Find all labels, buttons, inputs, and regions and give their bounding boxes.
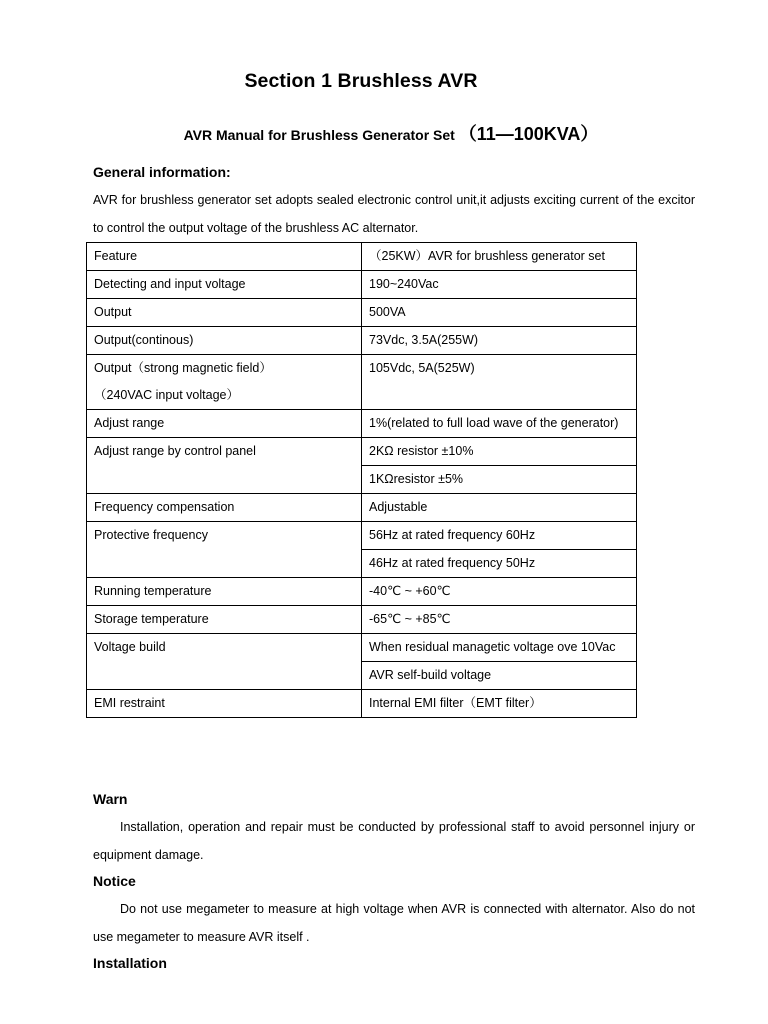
output-label: Output — [87, 299, 362, 327]
voltage-build-label: Voltage build — [87, 634, 362, 690]
emi-restraint-value: Internal EMI filter（EMT filter） — [362, 690, 637, 718]
detect-label: Detecting and input voltage — [87, 271, 362, 299]
table-row — [87, 494, 637, 522]
table-row — [87, 690, 637, 718]
panel-range-label: Adjust range by control panel — [87, 438, 362, 494]
warn-text: Installation, operation and repair must be conducted by professional staff to avoid personnel injury or equipment damage. — [93, 820, 695, 862]
panel-range-value-1: 2KΩ resistor ±10% — [362, 438, 637, 466]
table-row — [87, 271, 637, 299]
notice-heading: Notice — [93, 873, 136, 889]
table-row — [87, 438, 637, 466]
output-continuous-value: 73Vdc, 3.5A(255W) — [362, 327, 637, 355]
general-info-text: AVR for brushless generator set adopts sealed electronic control unit,it adjusts exciting current of the excitor to control the output voltage of the brushless AC alternator. — [93, 193, 695, 235]
output-strong-label — [87, 355, 362, 410]
frequency-compensation-label: Frequency compensation — [87, 494, 362, 522]
emi-restraint-label: EMI restraint — [87, 690, 362, 718]
table-row — [87, 355, 637, 410]
voltage-build-value-2: AVR self-build voltage — [362, 662, 637, 690]
spec-table — [86, 242, 637, 718]
feature-label: Feature — [87, 243, 362, 271]
adjust-range-label: Adjust range — [87, 410, 362, 438]
table-row — [87, 634, 637, 662]
adjust-range-value: 1%(related to full load wave of the generator) — [362, 410, 637, 438]
subtitle-text: AVR Manual for Brushless Generator Set — [183, 127, 459, 143]
table-row — [87, 410, 637, 438]
table-row — [87, 522, 637, 550]
protective-frequency-value-2: 46Hz at rated frequency 50Hz — [362, 550, 637, 578]
running-temperature-value: -40℃ ~ +60℃ — [362, 578, 637, 606]
voltage-build-value-1: When residual managetic voltage ove 10Vac — [362, 634, 637, 662]
storage-temperature-value: -65℃ ~ +85℃ — [362, 606, 637, 634]
frequency-compensation-value: Adjustable — [362, 494, 637, 522]
panel-range-value-2: 1KΩresistor ±5% — [362, 466, 637, 494]
detect-value: 190~240Vac — [362, 271, 637, 299]
output-value: 500VA — [362, 299, 637, 327]
table-row — [87, 327, 637, 355]
output-continuous-label: Output(continous) — [87, 327, 362, 355]
output-strong-label-line-1: Output（strong magnetic field） — [94, 361, 272, 375]
installation-heading: Installation — [93, 955, 167, 971]
protective-frequency-value-1: 56Hz at rated frequency 60Hz — [362, 522, 637, 550]
page-title: Section 1 Brushless AVR — [244, 70, 478, 92]
storage-temperature-label: Storage temperature — [87, 606, 362, 634]
table-row — [87, 243, 637, 271]
table-row — [87, 299, 637, 327]
output-strong-value: 105Vdc, 5A(525W) — [362, 355, 637, 410]
general-info-heading: General information: — [93, 164, 231, 180]
running-temperature-label: Running temperature — [87, 578, 362, 606]
warn-heading: Warn — [93, 791, 128, 807]
table-row — [87, 578, 637, 606]
protective-frequency-label: Protective frequency — [87, 522, 362, 578]
output-strong-label-line-2: （240VAC input voltage） — [94, 388, 239, 402]
feature-value: （25KW）AVR for brushless generator set — [362, 243, 637, 271]
notice-text: Do not use megameter to measure at high voltage when AVR is connected with alternator. Also do not use megameter to measure AVR itself . — [93, 902, 695, 944]
manual-subtitle — [0, 120, 768, 146]
subtitle-range: （11—100KVA） — [458, 124, 599, 144]
table-row — [87, 606, 637, 634]
